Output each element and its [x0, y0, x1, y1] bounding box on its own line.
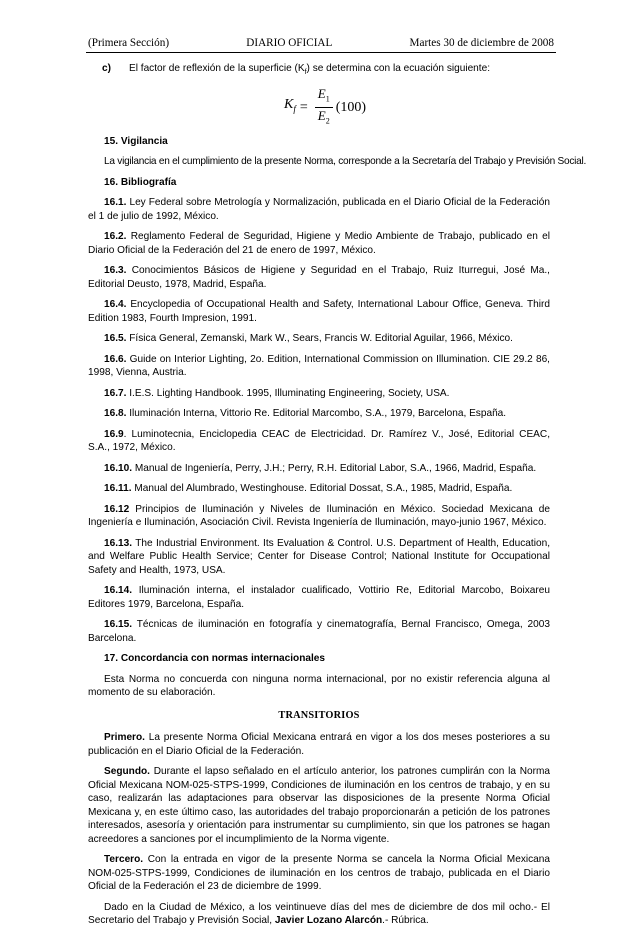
closing-paragraph: Dado en la Ciudad de México, a los veintinueve días del mes de diciembre de dos mil ocho.- El Secretario del Trabajo y Previsión Social, Javier Lozano Alarcón.- Rúbrica.	[88, 901, 550, 927]
transitorio-item	[88, 765, 550, 846]
bibliography-text: Física General, Zemanski, Mark W., Sears, Francis W. Editorial Aguilar, 1966, México.	[126, 333, 513, 345]
bibliography-number: 16.3.	[104, 265, 127, 277]
transitorio-text: La presente Norma Oficial Mexicana entrará en vigor a los dos meses posteriores a su publicación en el Diario Oficial de la Federación.	[88, 732, 550, 757]
document-body	[88, 62, 587, 935]
transitorios-title: TRANSITORIOS	[278, 709, 360, 721]
intro-item-c	[102, 62, 550, 80]
reflection-factor-equation	[284, 86, 550, 127]
transitorio-lead: Primero.	[104, 732, 145, 744]
bibliography-number: 16.4.	[104, 299, 127, 311]
transitorios-list	[88, 731, 550, 894]
intro-label: c)	[102, 63, 111, 74]
bibliography-number: 16.15.	[104, 619, 133, 631]
bibliography-text: Reglamento Federal de Seguridad, Higiene y Medio Ambiente de Trabajo, publicado en el Diario Oficial de la Federación del 21 de enero de 1997, México.	[88, 231, 550, 256]
header-date: Martes 30 de diciembre de 2008	[409, 37, 554, 49]
equation-equals: =	[299, 99, 308, 115]
bibliography-number: 16.9	[104, 428, 124, 440]
header-rule	[86, 52, 556, 53]
bibliography-number: 16.12	[104, 503, 130, 515]
page-header	[88, 36, 554, 50]
equation-numerator: $E_1$	[317, 86, 330, 105]
section-title-concordancia: 17. Concordancia con normas internacionales	[104, 653, 326, 665]
header-section: (Primera Sección)	[88, 37, 170, 49]
bibliography-item	[88, 230, 550, 257]
bibliography-item	[88, 537, 550, 578]
bibliography-item	[88, 462, 550, 476]
bibliography-number: 16.14.	[104, 585, 133, 597]
bibliography-number: 16.6.	[104, 353, 127, 365]
transitorio-lead: Tercero.	[104, 854, 144, 866]
transitorio-item	[88, 853, 550, 894]
equation-factor: (100)	[335, 99, 367, 115]
bibliography-text: Manual del Alumbrado, Westinghouse. Editorial Dossat, S.A., 1985, Madrid, España.	[131, 483, 513, 495]
bibliography-item	[88, 196, 550, 223]
transitorio-item	[88, 731, 550, 758]
transitorio-lead: Segundo.	[104, 766, 150, 778]
equation-denominator: $E_2$	[317, 108, 330, 126]
section-title-bibliografia: 16. Bibliografía	[104, 176, 177, 188]
section-title-vigilancia: 15. Vigilancia	[104, 135, 168, 147]
bibliography-item	[88, 353, 550, 380]
bibliography-number: 16.10.	[104, 462, 133, 474]
bibliography-item	[88, 387, 550, 401]
bibliography-item	[88, 503, 550, 530]
bibliography-text: Manual de Ingeniería, Perry, J.H.; Perry, R.H. Editorial Labor, S.A., 1966, Madrid, España.	[132, 462, 537, 474]
bibliography-item	[88, 482, 550, 496]
bibliography-text: Conocimientos Básicos de Higiene y Seguridad en el Trabajo, Ruiz Iturregui, José Ma., Editorial Deusto, 1978, Madrid, España.	[88, 265, 550, 290]
bibliography-list	[88, 196, 550, 645]
bibliography-item	[88, 298, 550, 325]
bibliography-text: Técnicas de iluminación en fotografía y cinematografía, Bernal Francisco, Omega, 2003 Barcelona.	[88, 619, 550, 644]
bibliography-item	[88, 428, 550, 455]
bibliography-text: Guide on Interior Lighting, 2o. Edition, International Commission on Illumination. CIE 29.2 86, 1998, Vienna, Austria.	[88, 353, 550, 379]
bibliography-number: 16.2.	[104, 231, 127, 243]
bibliography-item	[88, 407, 550, 421]
bibliography-item	[88, 584, 550, 611]
bibliography-item	[88, 332, 550, 346]
transitorio-text: Durante el lapso señalado en el artículo anterior, los patrones cumplirán con la Norma Oficial Mexicana NOM-025-STPS-1999, Condiciones de iluminación en los centros de trabajo, y en su caso, realizarán las adaptaciones para observar las disposiciones de la presente Norma Oficial Mexicana y, en este último caso, las autoridades del trabajo proporcionarán a petición de los patrones interesados, asesoría y orientación para instrumentar su cumplimiento, sin que los patrones se hagan acreedores a sanciones por el incumplimiento de la Norma vigente.	[88, 766, 550, 845]
bibliography-text: Iluminación Interna, Vittorio Re. Editorial Marcombo, S.A., 1979, Barcelona, España.	[126, 408, 507, 420]
section-text-vigilancia: La vigilancia en el cumplimiento de la presente Norma, corresponde a la Secretaría del Trabajo y Previsión Social.	[104, 156, 587, 168]
bibliography-text: The Industrial Environment. Its Evaluation & Control. U.S. Department of Health, Education, and Welfare Public Health Service; Center for Disease Control; National Institute for Occupational Safety and Health, 1973, USA.	[88, 537, 550, 576]
bibliography-number: 16.8.	[104, 408, 127, 420]
bibliography-number: 16.11.	[104, 483, 132, 495]
equation-fraction	[315, 86, 333, 128]
header-newspaper: DIARIO OFICIAL	[246, 37, 333, 49]
transitorio-text: Con la entrada en vigor de la presente Norma se cancela la Norma Oficial Mexicana NOM-025-STPS-1999, Condiciones de iluminación en los centros de trabajo, publicada en el Diario Oficial de la Federación el 23 de diciembre de 1999.	[88, 854, 550, 893]
bibliography-text: Encyclopedia of Occupational Health and Safety, International Labour Office, Geneva. Third Edition 1983, Fourth Impresion, 1991.	[88, 299, 550, 324]
bibliography-number: 16.7.	[104, 387, 127, 399]
bibliography-number: 16.1.	[104, 197, 127, 209]
bibliography-number: 16.5.	[104, 333, 127, 345]
bibliography-text: Principios de Iluminación y Niveles de Iluminación en México. Sociedad Mexicana de Ingeniería e Iluminación, Asociación Civil. Revista Ingeniería de Iluminación, mayo-junio 1967, México.	[88, 503, 550, 529]
bibliography-item	[88, 264, 550, 291]
bibliography-text: Ley Federal sobre Metrología y Normalización, publicada en el Diario Oficial de la Federación el 1 de julio de 1992, México.	[88, 197, 550, 222]
bibliography-text: . Luminotecnia, Enciclopedia CEAC de Electricidad. Dr. Ramírez V., José, Editorial CEAC, S.A., 1972, México.	[88, 428, 550, 454]
section-text-concordancia: Esta Norma no concuerda con ninguna norma internacional, por no existir referencia alguna al momento de su elaboración.	[88, 673, 550, 699]
bibliography-text: Iluminación interna, el instalador cualificado, Vottirio Re, Editorial Marcobo, Boixareu Editores 1979, Barcelona, España.	[88, 585, 550, 610]
bibliography-number: 16.13.	[104, 537, 133, 549]
equation-lhs: $K_f$	[284, 97, 296, 115]
bibliography-text: I.E.S. Lighting Handbook. 1995, Illuminating Engineering, Society, USA.	[126, 387, 450, 399]
intro-text: El factor de reflexión de la superficie $(K_f)$ se determina con la ecuación siguiente:	[128, 63, 491, 77]
bibliography-item	[88, 618, 550, 645]
signatory-name: Javier Lozano Alarcón	[274, 915, 383, 927]
